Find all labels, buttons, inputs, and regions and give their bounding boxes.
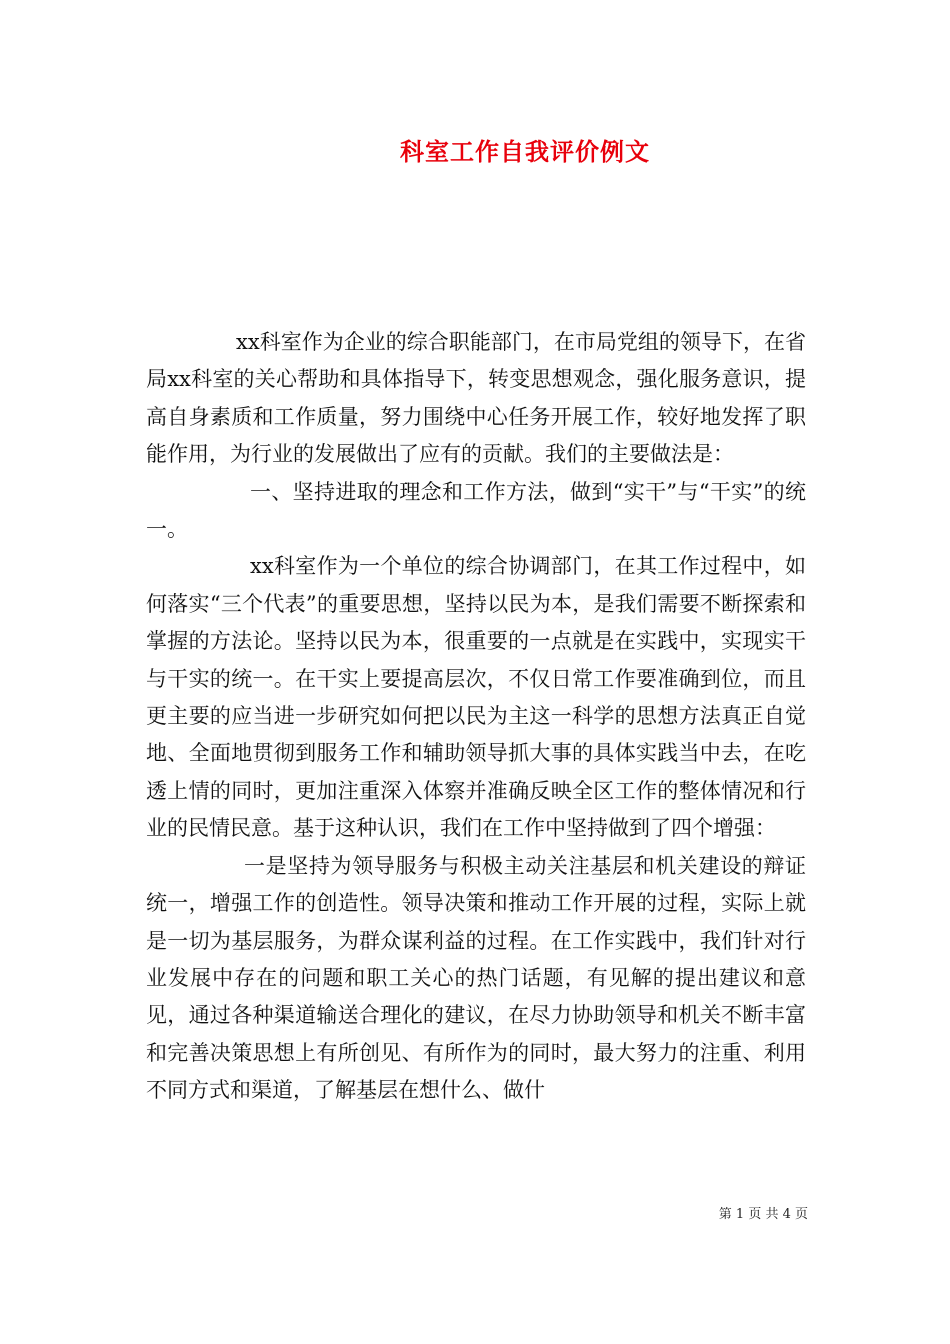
paragraph-intro: xx科室作为企业的综合职能部门，在市局党组的领导下，在省局xx科室的关心帮助和具体指导下，转变思想观念，强化服务意识，提高自身素质和工作质量，努力围绕中心任务开展工作，较好地发挥了职能作用，为行业的发展做出了应有的贡献。我们的主要做法是： — [146, 330, 806, 467]
paragraph-body-2: 一是坚持为领导服务与积极主动关注基层和机关建设的辩证统一，增强工作的创造性。领导决策和推动工作开展的过程，实际上就是一切为基层服务，为群众谋利益的过程。在工作实践中，我们针对行业发展中存在的问题和职工关心的热门话题，有见解的提出建议和意见，通过各种渠道输送合理化的建议，在尽力协助领导和机关不断丰富和完善决策思想上有所创见、有所作为的同时，最大努力的注重、利用不同方式和渠道，了解基层在想什么、做什 — [146, 853, 806, 1103]
paragraph-heading-1: 一、坚持进取的理念和工作方法，做到“实干”与“干实”的统一。 — [146, 479, 806, 542]
paragraph-body-1: xx科室作为一个单位的综合协调部门，在其工作过程中，如何落实“三个代表”的重要思想，坚持以民为本，是我们需要不断探索和掌握的方法论。坚持以民为本，很重要的一点就是在实践中，实现实干与干实的统一。在干实上要提高层次，不仅日常工作要准确到位，而且更主要的应当进一步研究如何把以民为主这一科学的思想方法真正自觉地、全面地贯彻到服务工作和辅助领导抓大事的具体实践当中去，在吃透上情的同时，更加注重深入体察并准确反映全区工作的整体情况和行业的民情民意。基于这种认识，我们在工作中坚持做到了四个增强： — [146, 554, 806, 841]
document-title: 科室工作自我评价例文 — [400, 137, 650, 166]
document-body — [146, 324, 806, 1110]
page-number: 第 1 页 共 4 页 — [718, 1207, 808, 1222]
